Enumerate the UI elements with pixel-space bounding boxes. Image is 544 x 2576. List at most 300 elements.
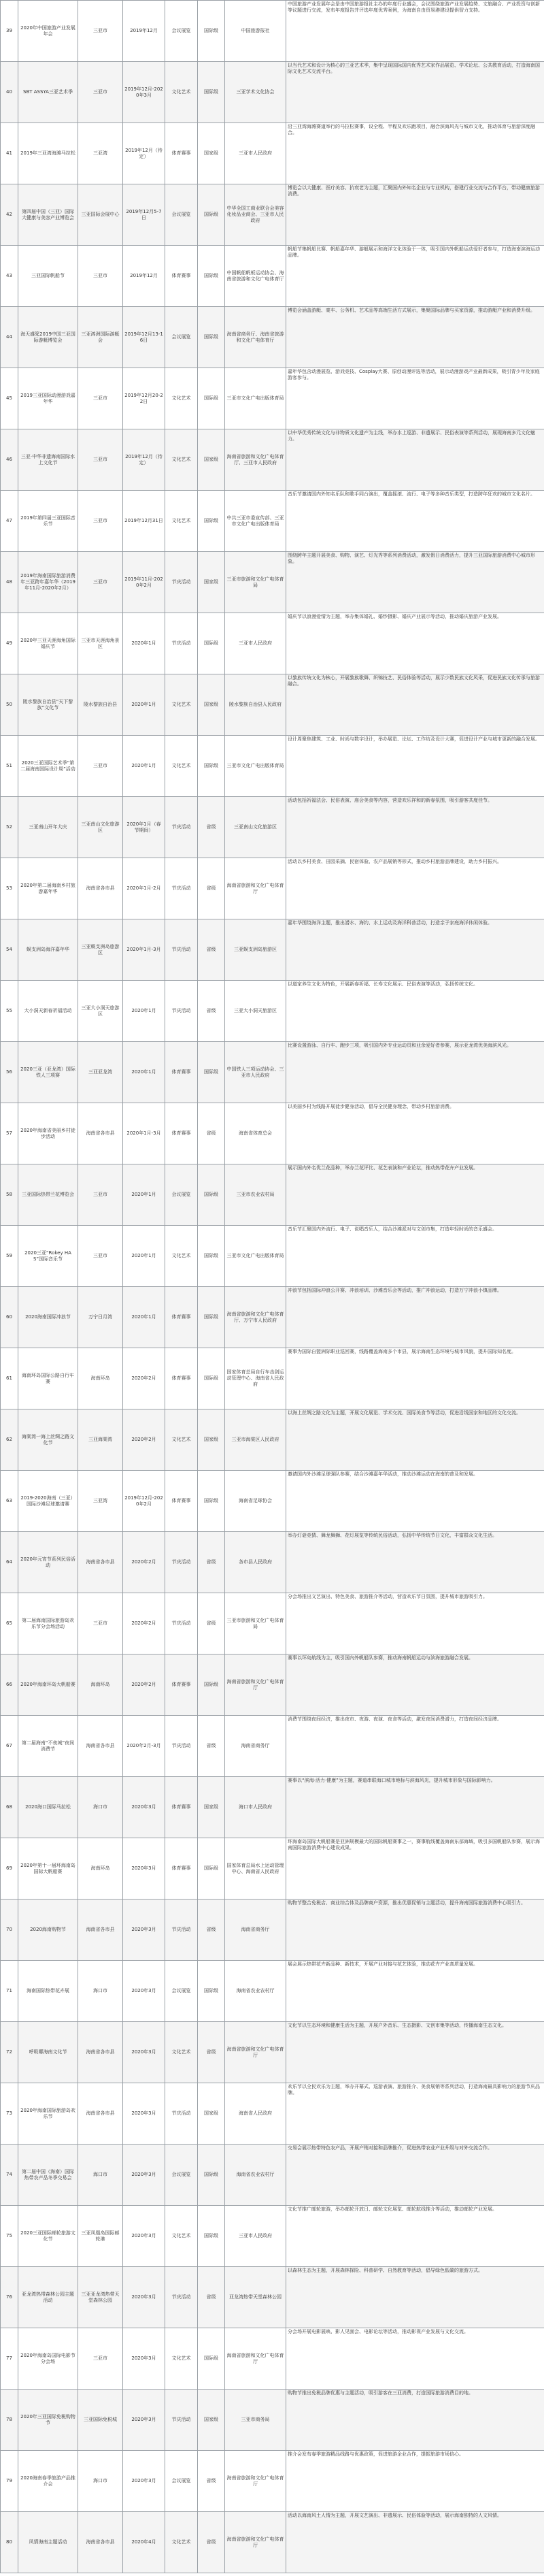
event-name-cell: 第二届海南国际旅游岛欢乐节分会场活动 bbox=[18, 1593, 78, 1654]
event-name-cell: 2020年第十一届环海南岛国际大帆船赛 bbox=[18, 1838, 78, 1900]
category-cell: 会议展览 bbox=[165, 307, 198, 368]
date-cell: 2020年2月 bbox=[123, 1532, 165, 1593]
level-cell: 国际级 bbox=[198, 1164, 225, 1226]
organizer-cell: 海南省农业农村厅 bbox=[225, 2145, 286, 2206]
row-number-cell: 60 bbox=[1, 1287, 18, 1348]
row-number-cell: 51 bbox=[1, 736, 18, 797]
row-number-cell: 63 bbox=[1, 1471, 18, 1532]
level-cell: 国际级 bbox=[198, 184, 225, 246]
description-cell: 以当代艺术和设计为核心的三亚艺术季，集中呈现国际国内优秀艺术家作品展览、学术论坛、公共教育活动，打造海南国际文化艺术交流平台。 bbox=[286, 62, 544, 123]
row-number-cell: 46 bbox=[1, 429, 18, 491]
description-cell: 举办灯谜竞猜、舞龙舞狮、花灯展览等传统民俗活动，弘扬中华传统节日文化，丰富群众文化生活。 bbox=[286, 1532, 544, 1593]
venue-cell: 三亚市 bbox=[78, 62, 123, 123]
date-cell: 2020年3月 bbox=[123, 2083, 165, 2145]
event-name-cell: 三亚南山开年大庆 bbox=[18, 797, 78, 858]
date-cell: 2020年1月-2月 bbox=[123, 858, 165, 919]
level-cell: 国家级 bbox=[198, 2083, 225, 2145]
venue-cell: 海南环岛 bbox=[78, 1654, 123, 1716]
event-name-cell: 海天盛筵2019中国三亚国际游艇博览会 bbox=[18, 307, 78, 368]
event-name-cell: 海棠湾一海上丝绸之路文化节 bbox=[18, 1409, 78, 1471]
table-row bbox=[1, 1654, 544, 1716]
row-number-cell: 41 bbox=[1, 123, 18, 184]
event-name-cell: 2020年海南国际旅游岛欢乐节 bbox=[18, 2083, 78, 2145]
event-name-cell: 呼吸哪海南文化节 bbox=[18, 2022, 78, 2083]
date-cell: 2020年1月 bbox=[123, 674, 165, 736]
event-name-cell: 2019年第四届三亚国际音乐节 bbox=[18, 491, 78, 552]
level-cell: 国际级 bbox=[198, 1348, 225, 1409]
level-cell: 省级 bbox=[198, 2451, 225, 2512]
table-row bbox=[1, 919, 544, 981]
level-cell: 国际级 bbox=[198, 1042, 225, 1103]
table-row bbox=[1, 246, 544, 307]
table-row bbox=[1, 2328, 544, 2390]
event-name-cell: 风情海南主题活动 bbox=[18, 2512, 78, 2573]
description-cell: 购物节推出免税品牌优惠与主题活动，吸引游客在三亚消费，打造国际旅游消费目的地。 bbox=[286, 2390, 544, 2451]
row-number-cell: 49 bbox=[1, 613, 18, 674]
venue-cell: 海口市 bbox=[78, 1777, 123, 1838]
category-cell: 文化艺术 bbox=[165, 429, 198, 491]
category-cell: 节庆活动 bbox=[165, 613, 198, 674]
category-cell: 会议展览 bbox=[165, 1164, 198, 1226]
category-cell: 文化艺术 bbox=[165, 1226, 198, 1287]
description-cell: 冲浪节包括国际冲浪公开赛、冲浪培训、沙滩音乐会等活动，推广冲浪运动，打造万宁冲浪小镇品牌。 bbox=[286, 1287, 544, 1348]
date-cell: 2020年3月 bbox=[123, 2390, 165, 2451]
venue-cell: 三亚市 bbox=[78, 368, 123, 429]
date-cell: 2019年12月5-7日 bbox=[123, 184, 165, 246]
date-cell: 2020年3月 bbox=[123, 1961, 165, 2022]
description-cell: 环海南岛国际大帆船赛是亚洲规模最大的国际帆船赛事之一，赛事航线覆盖海南东部海域，吸引多国帆船队参赛，展示海南国际旅游消费中心建设成果。 bbox=[286, 1838, 544, 1900]
level-cell: 国家级 bbox=[198, 123, 225, 184]
date-cell: 2020年2月 bbox=[123, 1409, 165, 1471]
row-number-cell: 78 bbox=[1, 2390, 18, 2451]
venue-cell: 三亚市 bbox=[78, 491, 123, 552]
venue-cell: 三亚湾 bbox=[78, 1471, 123, 1532]
event-name-cell: 第二届中国（海南）国际热带农产品冬季交易会 bbox=[18, 2145, 78, 2206]
table-row bbox=[1, 2206, 544, 2267]
category-cell: 文化艺术 bbox=[165, 1409, 198, 1471]
description-cell: 以海上丝绸之路文化为主题，开展文化展览、学术交流、国际美食节等活动，促进沿线国家和地区的文化交流。 bbox=[286, 1409, 544, 1471]
table-row bbox=[1, 613, 544, 674]
organizer-cell: 海南省体育总会 bbox=[225, 1103, 286, 1164]
row-number-cell: 57 bbox=[1, 1103, 18, 1164]
level-cell: 省级 bbox=[198, 1900, 225, 1961]
event-name-cell: 2020年元宵节系列民俗活动 bbox=[18, 1532, 78, 1593]
organizer-cell: 海南省旅游和文化广电体育厅 bbox=[225, 2451, 286, 2512]
description-cell: 文化节推广邮轮旅游，举办邮轮开放日、邮轮文化展览、邮轮航线推介等活动，推动邮轮产业发展。 bbox=[286, 2206, 544, 2267]
event-name-cell: 2020年三亚国际免税购物节 bbox=[18, 2390, 78, 2451]
organizer-cell: 中国铁人三项运动协会、三亚市人民政府 bbox=[225, 1042, 286, 1103]
organizer-cell: 海南省商务厅、海南省旅游和文化广电体育厅 bbox=[225, 307, 286, 368]
description-cell: 嘉年华包含动漫展览、游戏竞技、Cosplay大赛、原创动漫评选等活动，展示动漫游戏产业最新成果，吸引青少年及家庭游客参与。 bbox=[286, 368, 544, 429]
category-cell: 会议展览 bbox=[165, 2451, 198, 2512]
event-name-cell: 蜈支洲岛海洋嘉年华 bbox=[18, 919, 78, 981]
organizer-cell: 三亚市农业农村局 bbox=[225, 1164, 286, 1226]
table-row bbox=[1, 1838, 544, 1900]
level-cell: 国家级 bbox=[198, 429, 225, 491]
event-name-cell: 2020三亚（亚龙湾）国际铁人三项赛 bbox=[18, 1042, 78, 1103]
description-cell: 展示国内外名优兰花品种，举办兰花评比、花艺表演和产业论坛，推动热带花卉产业发展。 bbox=[286, 1164, 544, 1226]
level-cell: 省级 bbox=[198, 1593, 225, 1654]
venue-cell: 海南省各市县 bbox=[78, 2512, 123, 2573]
table-row bbox=[1, 2390, 544, 2451]
table-row bbox=[1, 2267, 544, 2328]
table-row bbox=[1, 1, 544, 62]
venue-cell: 海口市 bbox=[78, 2451, 123, 2512]
venue-cell: 万宁日月湾 bbox=[78, 1287, 123, 1348]
row-number-cell: 48 bbox=[1, 552, 18, 613]
table-row bbox=[1, 491, 544, 552]
category-cell: 文化艺术 bbox=[165, 2022, 198, 2083]
table-row bbox=[1, 2022, 544, 2083]
table-row bbox=[1, 1409, 544, 1471]
date-cell: 2020年1月 bbox=[123, 1226, 165, 1287]
description-cell: 以美丽乡村为线路开展徒步健身活动，倡导全民健身理念，带动乡村旅游消费。 bbox=[286, 1103, 544, 1164]
row-number-cell: 80 bbox=[1, 2512, 18, 2573]
table-row bbox=[1, 736, 544, 797]
date-cell: 2020年2月 bbox=[123, 1348, 165, 1409]
category-cell: 节庆活动 bbox=[165, 919, 198, 981]
organizer-cell: 海南省旅游和文化广电体育厅 bbox=[225, 2022, 286, 2083]
table-row bbox=[1, 858, 544, 919]
description-cell: 帆船节集帆船比赛、帆船嘉年华、游艇展示和海洋文化体验于一体，吸引国内外帆船运动爱好者参与，打造海南滨海运动品牌。 bbox=[286, 246, 544, 307]
table-row bbox=[1, 368, 544, 429]
organizer-cell: 三亚市旅游和文化广电体育局 bbox=[225, 1593, 286, 1654]
venue-cell: 三亚凤凰岛国际邮轮港 bbox=[78, 2206, 123, 2267]
event-name-cell: 2020海南购物节 bbox=[18, 1900, 78, 1961]
description-cell: 活动包括祈福法会、民俗表演、庙会美食等内容，营造欢乐祥和的新春氛围，吸引游客共度佳节。 bbox=[286, 797, 544, 858]
table-row bbox=[1, 1042, 544, 1103]
venue-cell: 海南省各市县 bbox=[78, 858, 123, 919]
row-number-cell: 39 bbox=[1, 1, 18, 62]
level-cell: 国际级 bbox=[198, 736, 225, 797]
table-row bbox=[1, 552, 544, 613]
description-cell: 赛事为国际自盟洲际职业巡回赛，线路覆盖海南多个市县，展示海南生态环境与城市风貌，提升国际知名度。 bbox=[286, 1348, 544, 1409]
organizer-cell: 海南省旅游和文化广电体育厅 bbox=[225, 1654, 286, 1716]
level-cell: 国际级 bbox=[198, 368, 225, 429]
organizer-cell: 亚龙湾热带天堂森林公园 bbox=[225, 2267, 286, 2328]
event-name-cell: 2020年第二届海南乡村旅游嘉年华 bbox=[18, 858, 78, 919]
event-name-cell: 三亚·中华非遗海南国际水上文化节 bbox=[18, 429, 78, 491]
event-name-cell: 三亚国际帆船节 bbox=[18, 246, 78, 307]
venue-cell: 三亚国际会展中心 bbox=[78, 184, 123, 246]
category-cell: 节庆活动 bbox=[165, 1716, 198, 1777]
description-cell: 活动以海南风土人情为主题，开展文艺演出、非遗展示、民俗体验等活动，展示海南独特的人文风情。 bbox=[286, 2512, 544, 2573]
row-number-cell: 54 bbox=[1, 919, 18, 981]
description-cell: 购物节整合免税店、商业综合体及品牌商户资源，推出优惠促销与主题活动，提升海南国际旅游消费中心吸引力。 bbox=[286, 1900, 544, 1961]
organizer-cell: 三亚市商务局 bbox=[225, 2390, 286, 2451]
date-cell: 2020年1月 bbox=[123, 613, 165, 674]
organizer-cell: 国家体育总局自行车击剑运动管理中心、海南省人民政府 bbox=[225, 1348, 286, 1409]
date-cell: 2020年3月 bbox=[123, 1900, 165, 1961]
date-cell: 2020年1月 bbox=[123, 1287, 165, 1348]
venue-cell: 三亚市 bbox=[78, 246, 123, 307]
organizer-cell: 海口市人民政府 bbox=[225, 1777, 286, 1838]
level-cell: 省级 bbox=[198, 858, 225, 919]
description-cell: 音乐节汇聚国内外流行、电子、说唱音乐人，结合沙滩派对与文创市集，打造年轻时尚的音乐盛会。 bbox=[286, 1226, 544, 1287]
description-cell: 以中华优秀传统文化与非物质文化遗产为主线，举办水上巡游、非遗展示、民俗表演等系列活动，展现海南多元文化魅力。 bbox=[286, 429, 544, 491]
level-cell: 国家级 bbox=[198, 674, 225, 736]
description-cell: 围绕跨年主题开展美食、购物、演艺、灯光秀等系列消费活动，激发假日消费活力，提升三亚国际旅游消费中心城市形象。 bbox=[286, 552, 544, 613]
level-cell: 国际级 bbox=[198, 62, 225, 123]
level-cell: 省级 bbox=[198, 2267, 225, 2328]
organizer-cell: 三亚市人民政府 bbox=[225, 613, 286, 674]
level-cell: 国际级 bbox=[198, 491, 225, 552]
level-cell: 省级 bbox=[198, 2022, 225, 2083]
date-cell: 2020年1月（春节期间） bbox=[123, 797, 165, 858]
table-row bbox=[1, 1348, 544, 1409]
organizer-cell: 三亚市人民政府 bbox=[225, 2206, 286, 2267]
date-cell: 2020年3月 bbox=[123, 1777, 165, 1838]
organizer-cell: 海南省足球协会 bbox=[225, 1471, 286, 1532]
description-cell: 博览会涵盖游艇、豪车、公务机、艺术品等高端生活方式展示，集聚国际品牌与买家资源，推动游艇产业和消费升级。 bbox=[286, 307, 544, 368]
row-number-cell: 58 bbox=[1, 1164, 18, 1226]
event-name-cell: 2019-2020海南（三亚）国际沙滩足球邀请赛 bbox=[18, 1471, 78, 1532]
event-name-cell: 大小洞天新春祈福活动 bbox=[18, 981, 78, 1042]
row-number-cell: 76 bbox=[1, 2267, 18, 2328]
category-cell: 文化艺术 bbox=[165, 2328, 198, 2390]
category-cell: 文化艺术 bbox=[165, 2206, 198, 2267]
category-cell: 体育赛事 bbox=[165, 1287, 198, 1348]
row-number-cell: 43 bbox=[1, 246, 18, 307]
event-name-cell: 2019年海南国际旅游消费年三亚跨年嘉年华（2019年11月-2020年2月） bbox=[18, 552, 78, 613]
event-name-cell: 2020三亚国际邮轮旅游文化节 bbox=[18, 2206, 78, 2267]
venue-cell: 海口市 bbox=[78, 1961, 123, 2022]
category-cell: 节庆活动 bbox=[165, 797, 198, 858]
organizer-cell: 海南省农业农村厅 bbox=[225, 1961, 286, 2022]
row-number-cell: 69 bbox=[1, 1838, 18, 1900]
row-number-cell: 52 bbox=[1, 797, 18, 858]
description-cell: 赛事以“滨海·活力·健康”为主题，赛道串联海口城市地标与滨海风光，提升城市形象与国际影响力。 bbox=[286, 1777, 544, 1838]
description-cell: 嘉年华围绕海洋主题，推出潜水、海钓、水上运动及海洋科普活动，打造亲子家庭海洋休闲体验。 bbox=[286, 919, 544, 981]
table-row bbox=[1, 2083, 544, 2145]
organizer-cell: 海南省商务厅 bbox=[225, 1900, 286, 1961]
row-number-cell: 77 bbox=[1, 2328, 18, 2390]
row-number-cell: 45 bbox=[1, 368, 18, 429]
category-cell: 会议展览 bbox=[165, 2145, 198, 2206]
table-row bbox=[1, 1900, 544, 1961]
row-number-cell: 59 bbox=[1, 1226, 18, 1287]
table-row bbox=[1, 62, 544, 123]
table-row bbox=[1, 1103, 544, 1164]
level-cell: 省级 bbox=[198, 2512, 225, 2573]
description-cell: 消费节围绕夜间经济，推出夜市、夜游、夜演、夜食等活动，激发夜间消费潜力，打造夜间经济品牌。 bbox=[286, 1716, 544, 1777]
venue-cell: 海南环岛 bbox=[78, 1838, 123, 1900]
row-number-cell: 61 bbox=[1, 1348, 18, 1409]
organizer-cell: 三亚市旅游和文化广电体育局 bbox=[225, 552, 286, 613]
level-cell: 省级 bbox=[198, 981, 225, 1042]
organizer-cell: 三亚市人民政府 bbox=[225, 123, 286, 184]
row-number-cell: 74 bbox=[1, 2145, 18, 2206]
category-cell: 文化艺术 bbox=[165, 674, 198, 736]
organizer-cell: 陵水黎族自治县人民政府 bbox=[225, 674, 286, 736]
date-cell: 2020年1月 bbox=[123, 1164, 165, 1226]
table-row bbox=[1, 2145, 544, 2206]
venue-cell: 三亚市 bbox=[78, 1, 123, 62]
venue-cell: 陵水黎族自治县 bbox=[78, 674, 123, 736]
venue-cell: 海南省各市县 bbox=[78, 1532, 123, 1593]
description-cell: 赛事以环岛航线为主，吸引国内外帆船队参赛，推动海南帆船运动与滨海旅游融合发展。 bbox=[286, 1654, 544, 1716]
level-cell: 国家级 bbox=[198, 2390, 225, 2451]
description-cell: 婚庆节以浪漫爱情为主题，举办集体婚礼、婚纱摄影、婚庆产业展示等活动，推动婚庆旅游产业发展。 bbox=[286, 613, 544, 674]
organizer-cell: 中国帆船帆板运动协会、海南省旅游和文化广电体育厅 bbox=[225, 246, 286, 307]
event-name-cell: 2020三亚国际艺术季“第二届海南国际设计周”活动 bbox=[18, 736, 78, 797]
date-cell: 2020年3月 bbox=[123, 2451, 165, 2512]
category-cell: 体育赛事 bbox=[165, 1471, 198, 1532]
row-number-cell: 47 bbox=[1, 491, 18, 552]
category-cell: 节庆活动 bbox=[165, 2267, 198, 2328]
row-number-cell: 50 bbox=[1, 674, 18, 736]
level-cell: 国际级 bbox=[198, 1226, 225, 1287]
description-cell: 交易会展示热带特色农产品，开展产销对接和品牌推介，促进热带农业产业升级与对外交流合作。 bbox=[286, 2145, 544, 2206]
event-name-cell: 三亚国际热带兰花博览会 bbox=[18, 1164, 78, 1226]
row-number-cell: 73 bbox=[1, 2083, 18, 2145]
category-cell: 体育赛事 bbox=[165, 1042, 198, 1103]
table-row bbox=[1, 1532, 544, 1593]
level-cell: 国际级 bbox=[198, 307, 225, 368]
level-cell: 省级 bbox=[198, 1716, 225, 1777]
category-cell: 节庆活动 bbox=[165, 552, 198, 613]
level-cell: 国际级 bbox=[198, 1654, 225, 1716]
description-cell: 设计周聚焦建筑、工业、时尚与数字设计，举办展览、论坛、工作坊及设计大赛，促进设计产业与城市更新的融合发展。 bbox=[286, 736, 544, 797]
row-number-cell: 75 bbox=[1, 2206, 18, 2267]
description-cell: 以道家养生文化为特色，开展新春祈福、长寿文化展示、民俗表演等活动，弘扬传统文化。 bbox=[286, 981, 544, 1042]
venue-cell: 海南省各市县 bbox=[78, 2022, 123, 2083]
date-cell: 2020年4月 bbox=[123, 2512, 165, 2573]
table-row bbox=[1, 2512, 544, 2573]
row-number-cell: 62 bbox=[1, 1409, 18, 1471]
category-cell: 节庆活动 bbox=[165, 858, 198, 919]
venue-cell: 三亚市 bbox=[78, 1593, 123, 1654]
level-cell: 国际级 bbox=[198, 1287, 225, 1348]
description-cell: 分会场推出文艺演出、特色美食、旅游推介等活动，营造欢乐节日氛围，提升城市旅游吸引力。 bbox=[286, 1593, 544, 1654]
organizer-cell: 海南省人民政府 bbox=[225, 2083, 286, 2145]
organizer-cell: 中国旅游报社 bbox=[225, 1, 286, 62]
category-cell: 节庆活动 bbox=[165, 1593, 198, 1654]
venue-cell: 三亚海棠湾 bbox=[78, 1409, 123, 1471]
row-number-cell: 72 bbox=[1, 2022, 18, 2083]
row-number-cell: 53 bbox=[1, 858, 18, 919]
venue-cell: 海南省各市县 bbox=[78, 1716, 123, 1777]
date-cell: 2020年1月 bbox=[123, 736, 165, 797]
description-cell: 音乐节邀请国内外知名乐队和歌手同台演出，覆盖摇滚、流行、电子等多种音乐类型，打造跨年狂欢的城市文化名片。 bbox=[286, 491, 544, 552]
category-cell: 文化艺术 bbox=[165, 62, 198, 123]
description-cell: 分会场开展电影展映、影人见面会、电影论坛等活动，推动影视产业发展与文化交流。 bbox=[286, 2328, 544, 2390]
description-cell: 欢乐节以全民欢乐为主题，举办开幕式、巡游表演、旅游推介、美食展销等系列活动，打造海南最具影响力的旅游节庆品牌。 bbox=[286, 2083, 544, 2145]
organizer-cell: 中华全国工商业联合会美容化妆品业商会、三亚市人民政府 bbox=[225, 184, 286, 246]
level-cell: 国家级 bbox=[198, 1777, 225, 1838]
organizer-cell: 海南省旅游和文化广电体育厅、万宁市人民政府 bbox=[225, 1287, 286, 1348]
venue-cell: 三亚国际免税城 bbox=[78, 2390, 123, 2451]
date-cell: 2019年12月13-16日 bbox=[123, 307, 165, 368]
row-number-cell: 42 bbox=[1, 184, 18, 246]
category-cell: 会议展览 bbox=[165, 184, 198, 246]
venue-cell: 三亚市天涯海角景区 bbox=[78, 613, 123, 674]
venue-cell: 海口市 bbox=[78, 2145, 123, 2206]
organizer-cell: 三亚市文化广电出版体育局 bbox=[225, 1226, 286, 1287]
event-name-cell: 2020年海南省美丽乡村徒步活动 bbox=[18, 1103, 78, 1164]
event-rows bbox=[1, 1, 544, 2573]
organizer-cell: 国家体育总局水上运动管理中心、海南省人民政府 bbox=[225, 1838, 286, 1900]
category-cell: 会议展览 bbox=[165, 1, 198, 62]
description-cell: 推介会发布春季旅游精品线路与优惠政策，促进旅游企业合作，提振旅游市场信心。 bbox=[286, 2451, 544, 2512]
organizer-cell: 三亚大小洞天旅游区 bbox=[225, 981, 286, 1042]
organizer-cell: 三亚南山文化旅游区 bbox=[225, 797, 286, 858]
date-cell: 2020年2月 bbox=[123, 1654, 165, 1716]
description-cell: 以黎族传统文化为核心，开展黎族歌舞、织锦技艺、民俗体验等活动，展示少数民族文化风采，促进民族文化传承与旅游融合。 bbox=[286, 674, 544, 736]
table-row bbox=[1, 307, 544, 368]
category-cell: 体育赛事 bbox=[165, 1348, 198, 1409]
category-cell: 体育赛事 bbox=[165, 1777, 198, 1838]
event-name-cell: 2020年海南岛国际电影节分会场 bbox=[18, 2328, 78, 2390]
row-number-cell: 67 bbox=[1, 1716, 18, 1777]
row-number-cell: 64 bbox=[1, 1532, 18, 1593]
organizer-cell: 海南省旅游和文化广电体育厅 bbox=[225, 2512, 286, 2573]
description-cell: 展会展示热带花卉新品种、新技术，开展产业对接与花艺体验，推动花卉产业高质量发展。 bbox=[286, 1961, 544, 2022]
table-row bbox=[1, 184, 544, 246]
date-cell: 2019年12月 bbox=[123, 246, 165, 307]
venue-cell: 三亚亚龙湾热带天堂森林公园 bbox=[78, 2267, 123, 2328]
event-name-cell: 第二届海南“不夜城”夜间消费节 bbox=[18, 1716, 78, 1777]
venue-cell: 三亚市 bbox=[78, 1226, 123, 1287]
venue-cell: 三亚市 bbox=[78, 736, 123, 797]
event-name-cell: 2020海口国际马拉松 bbox=[18, 1777, 78, 1838]
event-name-cell: 海南国际热带花卉展 bbox=[18, 1961, 78, 2022]
date-cell: 2019年12月（待定） bbox=[123, 429, 165, 491]
row-number-cell: 44 bbox=[1, 307, 18, 368]
description-cell: 沿三亚湾海滩赛道举行的马拉松赛事，设全程、半程及欢乐跑项目，融合滨海风光与城市文化，推动体育与旅游深度融合。 bbox=[286, 123, 544, 184]
description-cell: 活动以乡村美食、田园采摘、民宿体验、农产品展销等形式，推动乡村旅游品牌建设，助力乡村振兴。 bbox=[286, 858, 544, 919]
category-cell: 体育赛事 bbox=[165, 1103, 198, 1164]
table-row bbox=[1, 797, 544, 858]
organizer-cell: 三亚学术文化协会 bbox=[225, 62, 286, 123]
event-name-cell: 陵水黎族自治县“天下黎族”文化节 bbox=[18, 674, 78, 736]
event-name-cell: 2020海南国际冲浪节 bbox=[18, 1287, 78, 1348]
date-cell: 2019年12月（待定） bbox=[123, 123, 165, 184]
event-name-cell: 2020年海南环岛大帆船赛 bbox=[18, 1654, 78, 1716]
organizer-cell: 中共三亚市委宣传部、三亚市文化广电出版体育局 bbox=[225, 491, 286, 552]
row-number-cell: 71 bbox=[1, 1961, 18, 2022]
table-row bbox=[1, 981, 544, 1042]
level-cell: 国家级 bbox=[198, 552, 225, 613]
venue-cell: 三亚蜈支洲岛旅游区 bbox=[78, 919, 123, 981]
date-cell: 2019年12月 bbox=[123, 1, 165, 62]
description-cell: 以森林生态为主题，开展森林探险、科普研学、自然教育等活动，倡导绿色低碳的旅游方式。 bbox=[286, 2267, 544, 2328]
table-row bbox=[1, 2451, 544, 2512]
organizer-cell: 三亚蜈支洲岛旅游区 bbox=[225, 919, 286, 981]
category-cell: 节庆活动 bbox=[165, 2083, 198, 2145]
table-row bbox=[1, 1961, 544, 2022]
level-cell: 省级 bbox=[198, 797, 225, 858]
venue-cell: 三亚市 bbox=[78, 552, 123, 613]
description-cell: 文化节以生态环境和健康生活为主题，开展户外音乐、生态摄影、文创市集等活动，传播海南生态文化。 bbox=[286, 2022, 544, 2083]
venue-cell: 三亚市 bbox=[78, 429, 123, 491]
venue-cell: 三亚鸿洲国际游艇会 bbox=[78, 307, 123, 368]
row-number-cell: 79 bbox=[1, 2451, 18, 2512]
table-row bbox=[1, 123, 544, 184]
table-row bbox=[1, 1226, 544, 1287]
date-cell: 2019年12月-2020年2月 bbox=[123, 1471, 165, 1532]
date-cell: 2020年2月-3月 bbox=[123, 1716, 165, 1777]
date-cell: 2019年11月-2020年2月 bbox=[123, 552, 165, 613]
date-cell: 2020年2月 bbox=[123, 1593, 165, 1654]
level-cell: 国际级 bbox=[198, 246, 225, 307]
category-cell: 节庆活动 bbox=[165, 1532, 198, 1593]
venue-cell: 海南环岛 bbox=[78, 1348, 123, 1409]
event-name-cell: 第四届中国（三亚）国际大健康与美容产业博览会 bbox=[18, 184, 78, 246]
venue-cell: 三亚市 bbox=[78, 2328, 123, 2390]
date-cell: 2020年1月 bbox=[123, 981, 165, 1042]
venue-cell: 海南省各市县 bbox=[78, 1103, 123, 1164]
